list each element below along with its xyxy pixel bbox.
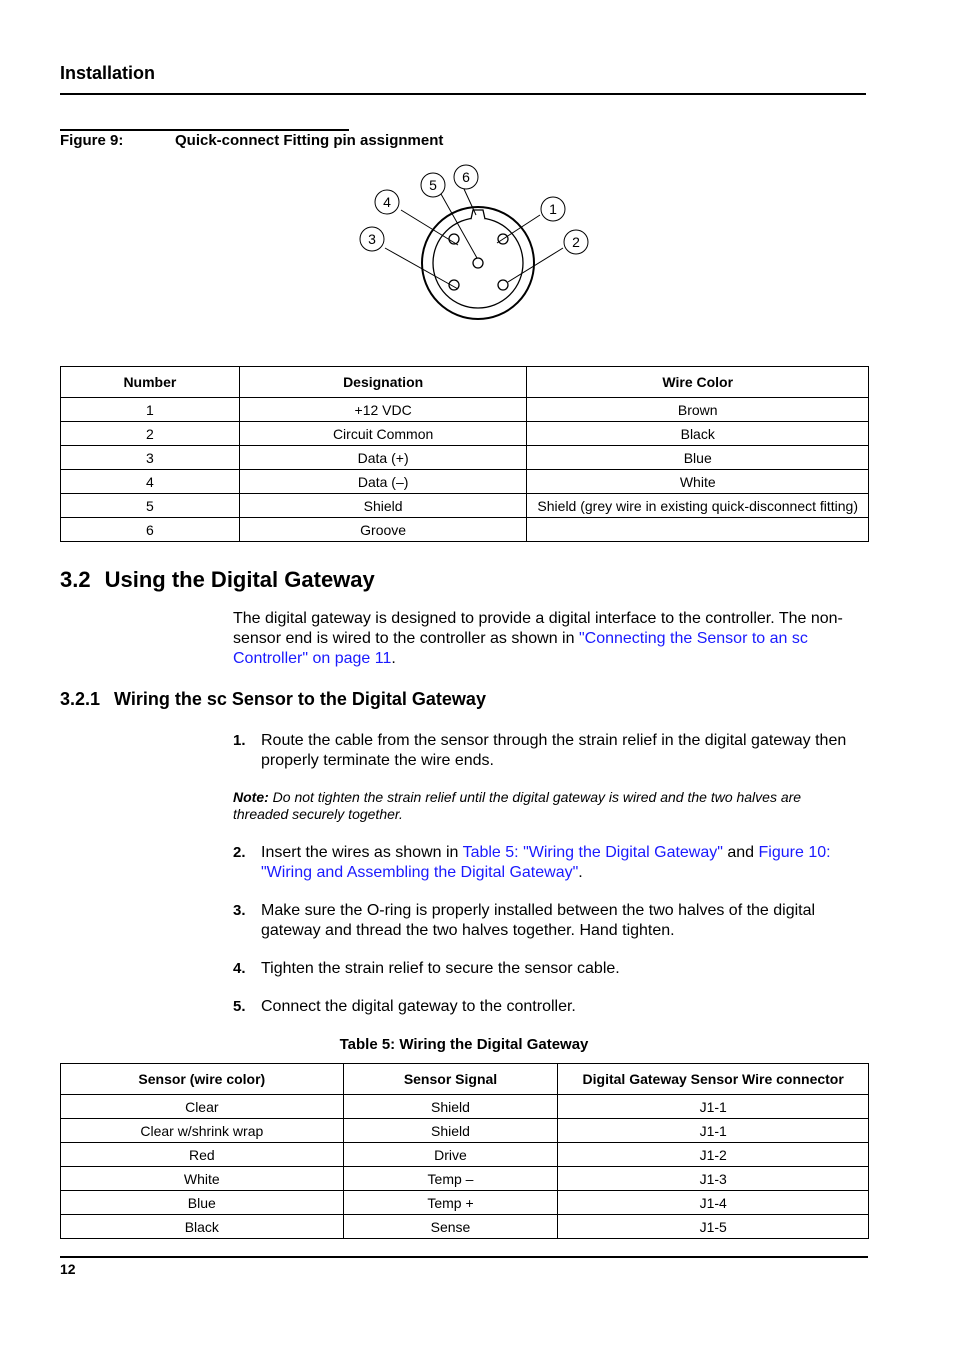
leader-5 — [441, 194, 477, 258]
pin-2 — [498, 280, 508, 290]
step-2-end: . — [578, 864, 583, 881]
step-2-text — [261, 843, 861, 883]
table-cell: Groove — [239, 518, 527, 542]
table-row — [61, 518, 869, 542]
connector-pin-diagram — [340, 155, 610, 330]
table-cell: 6 — [61, 518, 240, 542]
table-cell: White — [527, 470, 869, 494]
step-4-text: Tighten the strain relief to secure the sensor cable. — [261, 960, 620, 977]
table-cell: 2 — [61, 422, 240, 446]
table-cell: J1-1 — [558, 1095, 869, 1119]
wiring-table — [60, 1063, 869, 1239]
page-number: 12 — [60, 1261, 76, 1277]
pin-assignment-table — [60, 366, 869, 542]
section-header: Installation — [60, 63, 156, 83]
leader-6 — [464, 189, 476, 215]
table-row — [61, 1095, 869, 1119]
table-header-cell: Digital Gateway Sensor Wire connector — [558, 1064, 869, 1095]
step-3-number: 3. — [233, 902, 246, 919]
note — [233, 789, 853, 823]
table-cell: Shield (grey wire in existing quick-disconnect fitting) — [527, 494, 869, 518]
pin-5 — [473, 258, 483, 268]
table-header-cell: Sensor (wire color) — [61, 1064, 344, 1095]
table-cell: Temp + — [343, 1191, 558, 1215]
table-cell — [527, 518, 869, 542]
table-cell: Brown — [527, 398, 869, 422]
section-heading-3-2 — [60, 567, 375, 593]
leader-3 — [385, 248, 458, 289]
step-5-text: Connect the digital gateway to the controller. — [261, 998, 576, 1015]
table-5-caption: Table 5: Wiring the Digital Gateway — [339, 1036, 589, 1053]
table-row — [61, 1143, 869, 1167]
subsection-number: 3.2.1 — [60, 689, 101, 709]
callout-3-label: 3 — [368, 231, 376, 247]
table-cell: +12 VDC — [239, 398, 527, 422]
section-title: Using the Digital Gateway — [104, 567, 375, 592]
table-cell: Shield — [239, 494, 527, 518]
leader-1 — [497, 215, 540, 243]
table-row — [61, 398, 869, 422]
step-2-pre: Insert the wires as shown in — [261, 844, 463, 861]
table-cell: J1-4 — [558, 1191, 869, 1215]
table-header-cell: Designation — [239, 367, 527, 398]
table-row — [61, 1191, 869, 1215]
table-cell: 4 — [61, 470, 240, 494]
table-cell: Shield — [343, 1095, 558, 1119]
step-1-text: Route the cable from the sensor through the strain relief in the digital gateway then properly terminate the wire ends. — [261, 732, 847, 769]
figure-number: Figure 9: — [60, 132, 124, 149]
step-3-text: Make sure the O-ring is properly installed between the two halves of the digital gateway and thread the two halves together. Hand tighten. — [261, 902, 816, 939]
table-row — [61, 494, 869, 518]
table-row — [61, 1119, 869, 1143]
figure-rule — [60, 129, 349, 131]
paragraph-end: . — [391, 650, 396, 667]
table-cell: Circuit Common — [239, 422, 527, 446]
callout-4-label: 4 — [383, 194, 391, 210]
table-cell: White — [61, 1167, 344, 1191]
table-cell: Shield — [343, 1119, 558, 1143]
footer-rule — [60, 1256, 868, 1258]
table-cell: Drive — [343, 1143, 558, 1167]
table-cell: Data (+) — [239, 446, 527, 470]
table-cell: J1-5 — [558, 1215, 869, 1239]
table-row — [61, 1167, 869, 1191]
table-cell: Sense — [343, 1215, 558, 1239]
table-cell: J1-3 — [558, 1167, 869, 1191]
table-cell: Black — [527, 422, 869, 446]
table-header-cell: Number — [61, 367, 240, 398]
table-row — [61, 422, 869, 446]
header-rule — [60, 93, 866, 95]
table-header-cell: Wire Color — [527, 367, 869, 398]
connector-groove — [471, 210, 485, 219]
callout-1-label: 1 — [549, 201, 557, 217]
paragraph-text: The digital gateway is designed to provide a digital interface to the controller. The non-sensor end is wired to the controller as shown in — [233, 610, 843, 647]
table-cell: 1 — [61, 398, 240, 422]
table-cell: Black — [61, 1215, 344, 1239]
step-1-number: 1. — [233, 732, 246, 749]
table-row — [61, 446, 869, 470]
figure-10-link[interactable]: Figure 10: "Wiring and Assembling the Digital Gateway" — [261, 844, 831, 881]
leader-2 — [508, 248, 563, 282]
note-label: Note: — [233, 789, 269, 805]
table-cell: 3 — [61, 446, 240, 470]
table-cell: Data (–) — [239, 470, 527, 494]
step-5-number: 5. — [233, 998, 246, 1015]
table-cell: Red — [61, 1143, 344, 1167]
step-2-number: 2. — [233, 844, 246, 861]
table-cell: Temp – — [343, 1167, 558, 1191]
table-header-row — [61, 1064, 869, 1095]
connecting-sensor-link[interactable]: "Connecting the Sensor to an sc Controller" on page 11 — [233, 630, 808, 667]
section-number: 3.2 — [60, 567, 91, 592]
callout-6-label: 6 — [462, 169, 470, 185]
subsection-title: Wiring the sc Sensor to the Digital Gateway — [114, 689, 486, 709]
table-cell: Clear — [61, 1095, 344, 1119]
callout-2-label: 2 — [572, 234, 580, 250]
note-text: Do not tighten the strain relief until the digital gateway is wired and the two halves are threaded securely together. — [233, 789, 802, 822]
intro-paragraph — [233, 609, 853, 669]
table-row — [61, 1215, 869, 1239]
table-header-cell: Sensor Signal — [343, 1064, 558, 1095]
step-2-mid: and — [722, 844, 759, 861]
callout-5-label: 5 — [429, 177, 437, 193]
table-cell: Blue — [527, 446, 869, 470]
section-heading-3-2-1 — [60, 689, 486, 710]
table-cell: J1-2 — [558, 1143, 869, 1167]
table-row — [61, 470, 869, 494]
table-cell: 5 — [61, 494, 240, 518]
table-cell: Clear w/shrink wrap — [61, 1119, 344, 1143]
step-4-number: 4. — [233, 960, 246, 977]
table-header-row — [61, 367, 869, 398]
table-cell: J1-1 — [558, 1119, 869, 1143]
table-5-link[interactable]: Table 5: "Wiring the Digital Gateway" — [462, 844, 723, 861]
table-cell: Blue — [61, 1191, 344, 1215]
figure-title: Quick-connect Fitting pin assignment — [175, 132, 444, 149]
